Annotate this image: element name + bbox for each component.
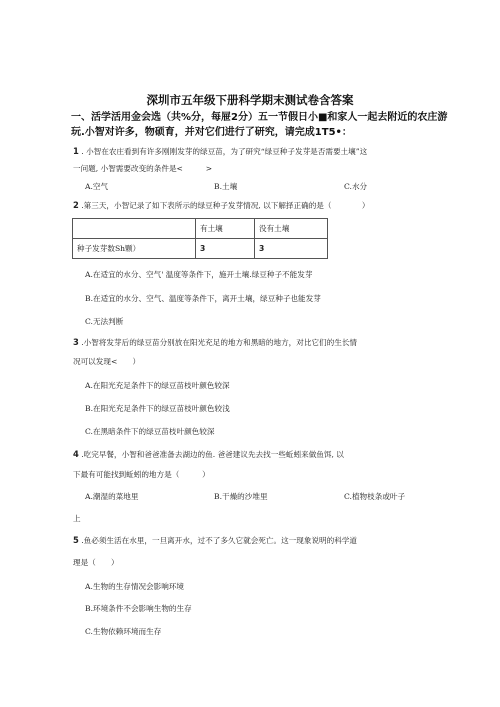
question-3-option-a: A.在阳光充足条件下的绿豆苗枝叶颜色较深 bbox=[85, 381, 230, 390]
question-4-option-c-continued: 上 bbox=[73, 514, 81, 523]
question-5-option-b: B.环境条件不会影响生物的生存 bbox=[85, 604, 192, 613]
question-1-option-b: B.土壤 bbox=[214, 182, 238, 191]
table-row bbox=[73, 219, 328, 239]
question-2-option-c: C.无法判断 bbox=[85, 317, 124, 326]
table-cell: 种子发芽数Sh颗） bbox=[73, 239, 196, 259]
question-3-option-c: C.在黑暗条件下的绿豆苗枝叶颜色较深 bbox=[85, 427, 215, 436]
table-cell: 没有土壤 bbox=[255, 219, 328, 239]
table-cell bbox=[73, 219, 196, 239]
question-5-option-c: C.生物依赖环境而生存 bbox=[85, 627, 162, 636]
question-5-option-a: A.生物的生存情况会影响环境 bbox=[85, 582, 185, 591]
table-row bbox=[73, 239, 328, 259]
question-4-line2: 下最有可能找到蚯蚓的地方是（ ） bbox=[73, 470, 210, 479]
question-3-number: 3 bbox=[73, 337, 79, 347]
question-3-line2: 况可以发现< ） bbox=[73, 357, 141, 366]
question-4-option-c: C.植物枝条或叶子 bbox=[344, 492, 406, 501]
question-4-option-a: A.潮湿的菜地里 bbox=[85, 492, 139, 501]
question-2-number: 2 bbox=[73, 200, 79, 210]
question-3-line1: 3 .小智将发芽后的绿豆苗分别放在阳光充足的地方和黑暗的地方，对比它们的生长情 bbox=[73, 337, 358, 347]
question-1-number: 1 bbox=[73, 146, 79, 156]
question-5-line1: 5 .鱼必须生活在水里，一旦离开水，过不了多久它就会死亡。这一现象说明的科学道 bbox=[73, 535, 358, 545]
question-1-option-c: C.水分 bbox=[344, 182, 368, 191]
question-4-option-b: B.干燥的沙堆里 bbox=[214, 492, 268, 501]
section-heading: 一、活学活用金会选（共%分，每屉2分）五一节假日小■和家人一起去附近的农庄游玩.小智对许多，物硕育，并对它们进行了研究，请完成1T5•： bbox=[71, 112, 448, 138]
table-cell: 3 bbox=[196, 239, 255, 259]
question-3-option-b: B.在阳光充足条件下的绿豆苗枝叶颜色较浅 bbox=[85, 404, 230, 413]
question-4-line1: 4 .吃完早餐，小智和爸爸准备去湖边的鱼. 爸爸建议先去找一些蚯蚓来做鱼饵, 以 bbox=[73, 449, 344, 459]
germination-table bbox=[72, 218, 328, 259]
question-1-line1: 1 . 小智在农庄看到有许多刚刚发芽的绿豆苗，为了研究“绿豆种子发芽是否需要土壤”这 bbox=[73, 146, 368, 156]
question-1-option-a: A.空气 bbox=[85, 182, 109, 191]
question-2-line1: 2 .第三天，小智记录了如下表所示的绿豆种子发芽情况, 以下解择正确的是（ ） bbox=[73, 200, 370, 210]
page-title: 深圳市五年级下册科学期末测试卷含答案 bbox=[146, 93, 354, 107]
question-5-number: 5 bbox=[73, 535, 79, 545]
question-5-line2: 理是（ ） bbox=[73, 558, 119, 567]
question-1-line2: 一问题, 小智需要改变的条件是< > bbox=[73, 164, 213, 173]
table-cell: 有土壤 bbox=[196, 219, 255, 239]
question-4-number: 4 bbox=[73, 449, 79, 459]
table-cell: 3 bbox=[255, 239, 328, 259]
question-2-option-b: B.在适宜的水分、空气、温度等条件下，离开土壤，绿豆种子也能发芽 bbox=[85, 294, 321, 303]
question-2-option-a: A.在适宜的水分、空气' 温度等条件下，施开土壤.绿豆种子不能发芽 bbox=[85, 270, 313, 279]
